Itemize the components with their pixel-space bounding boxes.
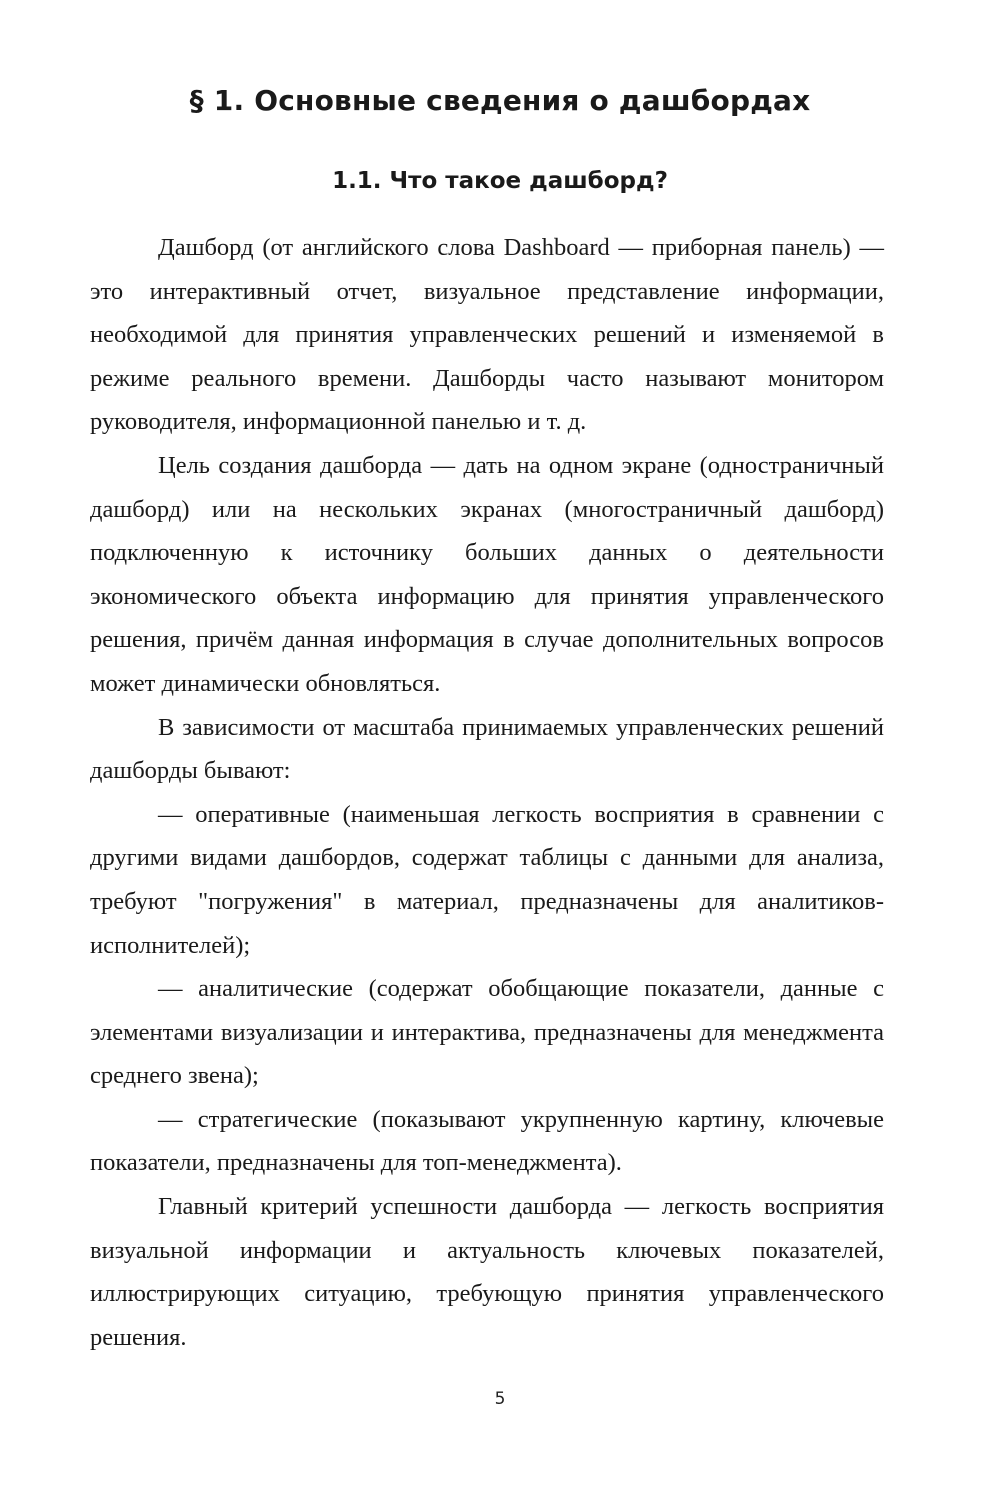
list-item-analytical: — аналитические (содержат обобщающие показатели, данные с элементами визуализации и интерактива, предназначены для менеджмента среднего звена);: [90, 975, 884, 1090]
body-text: [90, 226, 884, 1359]
subsection-title: 1.1. Что такое дашборд?: [332, 168, 668, 194]
paragraph-definition: Дашборд (от английского слова Dashboard — приборная панель) — это интерактивный отчет, визуальное представление информации, необходимой для принятия управленческих решений и изменяемой в режиме реального времени. Дашборды часто называют монитором руководителя, информационной панелью и т. д.: [90, 234, 884, 436]
page-number: 5: [494, 1389, 506, 1409]
list-item-strategic: — стратегические (показывают укрупненную картину, ключевые показатели, предназначены для топ-менеджмента).: [90, 1105, 884, 1177]
paragraph-types-intro: В зависимости от масштаба принимаемых управленческих решений дашборды бывают:: [90, 713, 884, 785]
section-title: § 1. Основные сведения о дашбордах: [189, 84, 811, 117]
paragraph-success-criterion: Главный критерий успешности дашборда — легкость восприятия визуальной информации и актуальность ключевых показателей, иллюстрирующих ситуацию, требующую принятия управленческого решения.: [90, 1193, 884, 1351]
list-item-operational: — оперативные (наименьшая легкость восприятия в сравнении с другими видами дашбордов, содержат таблицы с данными для анализа, требуют "погружения" в материал, предназначены для аналитиков-исполнителей);: [90, 800, 884, 959]
paragraph-purpose: Цель создания дашборда — дать на одном экране (одностраничный дашборд) или на нескольких экранах (многостраничный дашборд) подключенную к источнику больших данных о деятельности экономического объекта информацию для принятия управленческого решения, причём данная информация в случае дополнительных вопросов может динамически обновляться.: [90, 451, 884, 697]
